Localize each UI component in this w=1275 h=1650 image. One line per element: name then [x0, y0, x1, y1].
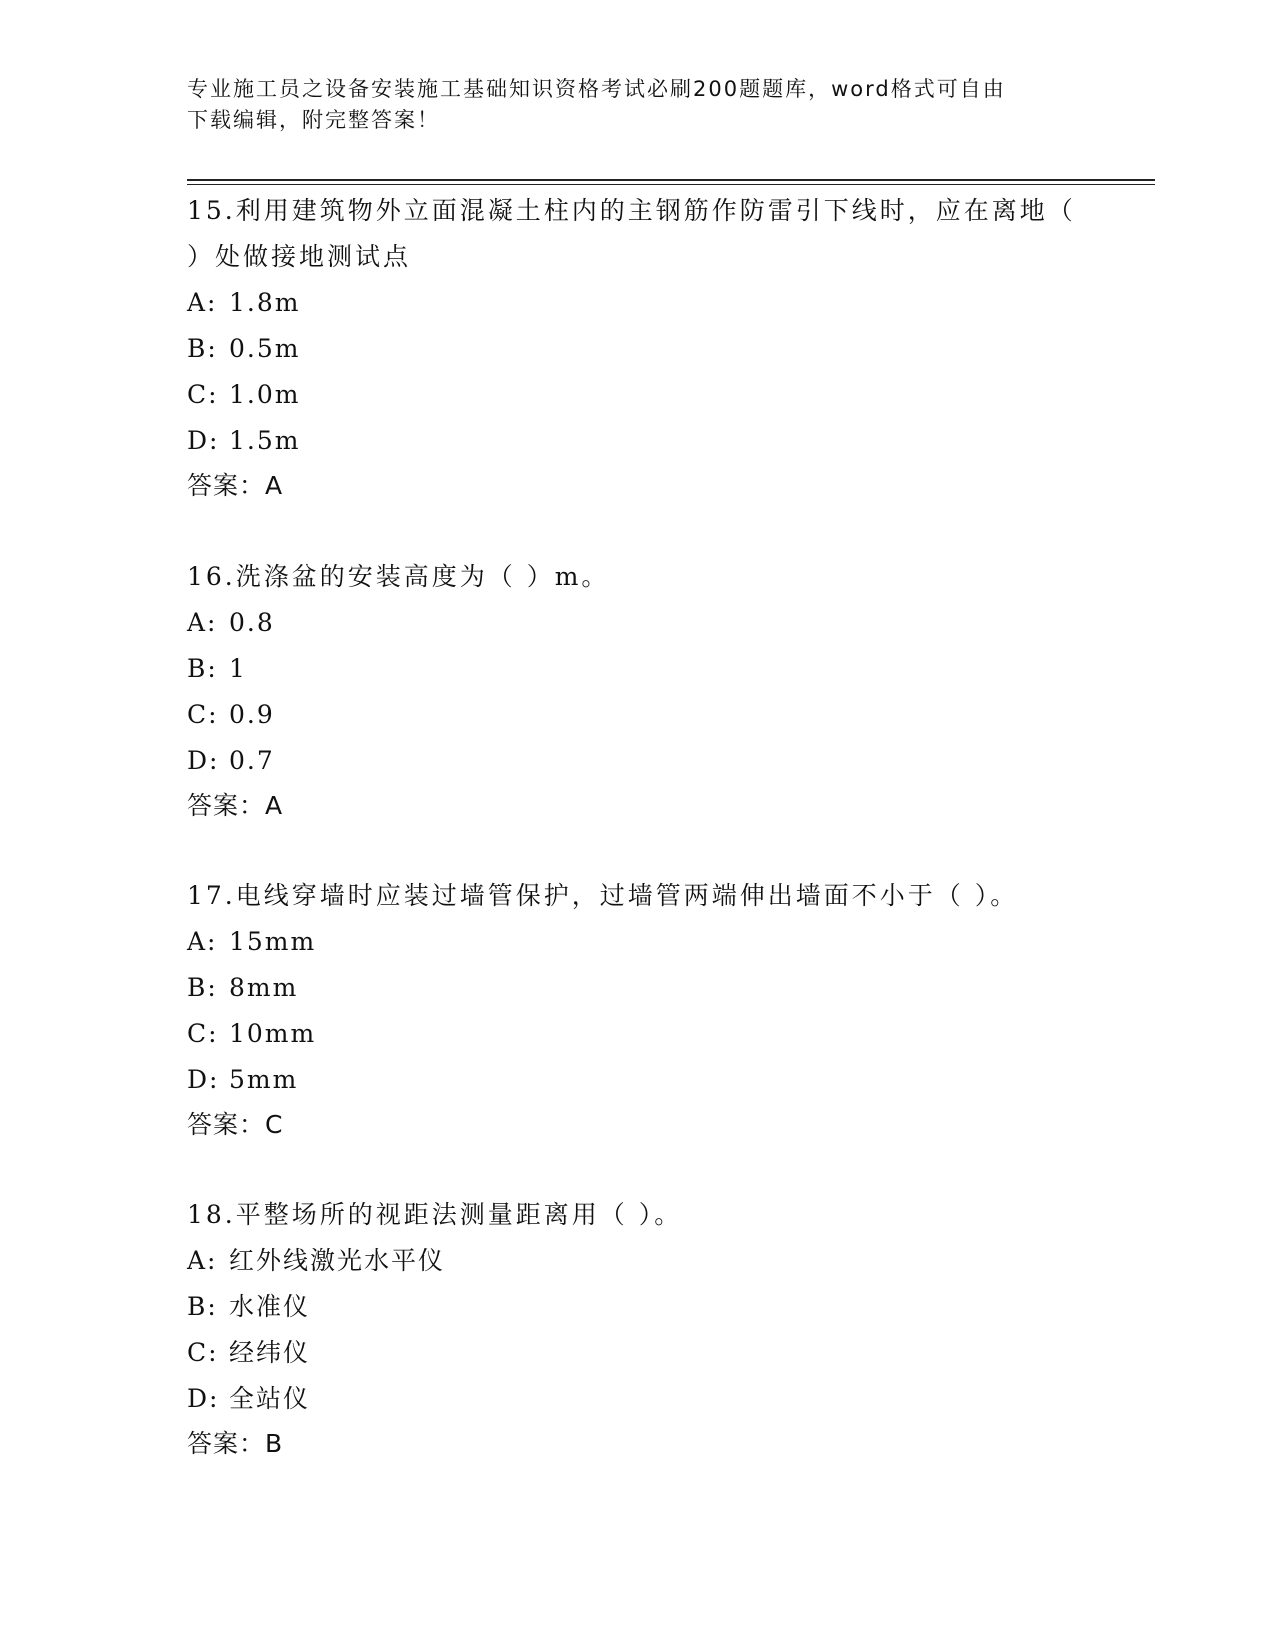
answer-line: 答案：A — [187, 471, 284, 500]
option-a — [187, 919, 1087, 965]
option-letter: C: — [187, 1338, 219, 1367]
option-value: 全站仪 — [229, 1384, 311, 1413]
option-letter: D: — [187, 426, 220, 455]
option-letter: C: — [187, 1019, 219, 1048]
option-value: 10mm — [229, 1019, 317, 1048]
option-value: 1.5m — [229, 426, 301, 455]
option-b — [187, 646, 1087, 692]
option-value: 5mm — [229, 1065, 299, 1094]
option-a — [187, 1238, 1087, 1284]
header-divider-thin — [187, 184, 1155, 185]
option-letter: B: — [187, 1292, 218, 1321]
option-b — [187, 1284, 1087, 1330]
option-letter: B: — [187, 654, 218, 683]
header-line-2: 下载编辑，附完整答案！ — [187, 108, 440, 132]
option-c — [187, 692, 1087, 738]
header-divider-thick — [187, 179, 1155, 181]
option-d — [187, 1376, 1087, 1422]
option-d — [187, 738, 1087, 784]
option-a — [187, 600, 1087, 646]
option-value: 0.9 — [229, 700, 275, 729]
option-b — [187, 965, 1087, 1011]
option-d — [187, 1057, 1087, 1103]
option-letter: B: — [187, 334, 218, 363]
option-value: 1.8m — [229, 288, 301, 317]
option-letter: B: — [187, 973, 218, 1002]
option-c — [187, 1011, 1087, 1057]
option-letter: C: — [187, 700, 219, 729]
option-value: 8mm — [229, 973, 299, 1002]
option-letter: C: — [187, 380, 219, 409]
answer-line: 答案：A — [187, 791, 284, 820]
option-value: 红外线激光水平仪 — [229, 1246, 446, 1275]
option-letter: A: — [187, 1246, 218, 1275]
question-text: 16.洗涤盆的安装高度为（ ）m。 — [187, 562, 610, 591]
option-letter: D: — [187, 1065, 220, 1094]
option-letter: A: — [187, 608, 218, 637]
header-line-1: 专业施工员之设备安装施工基础知识资格考试必刷200题题库，word格式可自由 — [187, 77, 1006, 101]
question-16 — [187, 554, 1087, 828]
option-value: 0.5m — [229, 334, 301, 363]
option-a — [187, 280, 1087, 326]
option-letter: A: — [187, 288, 218, 317]
question-15 — [187, 188, 1087, 508]
question-text: 17.电线穿墙时应装过墙管保护，过墙管两端伸出墙面不小于（ ）。 — [187, 881, 1019, 910]
option-value: 1 — [229, 654, 247, 683]
option-letter: A: — [187, 927, 218, 956]
option-value: 0.8 — [229, 608, 275, 637]
option-value: 水准仪 — [229, 1292, 311, 1321]
option-c — [187, 1330, 1087, 1376]
option-letter: D: — [187, 1384, 220, 1413]
option-d — [187, 418, 1087, 464]
document-header — [187, 74, 1067, 136]
option-value: 0.7 — [229, 746, 275, 775]
option-b — [187, 326, 1087, 372]
question-text: 15.利用建筑物外立面混凝土柱内的主钢筋作防雷引下线时，应在离地（ ）处做接地测试点 — [187, 196, 1076, 271]
question-17 — [187, 873, 1087, 1147]
option-c — [187, 372, 1087, 418]
answer-line: 答案：C — [187, 1110, 284, 1139]
option-value: 经纬仪 — [229, 1338, 311, 1367]
question-text: 18.平整场所的视距法测量距离用（ ）。 — [187, 1200, 683, 1229]
option-value: 1.0m — [229, 380, 301, 409]
answer-line: 答案：B — [187, 1429, 284, 1458]
question-18 — [187, 1192, 1087, 1466]
option-letter: D: — [187, 746, 220, 775]
option-value: 15mm — [229, 927, 317, 956]
